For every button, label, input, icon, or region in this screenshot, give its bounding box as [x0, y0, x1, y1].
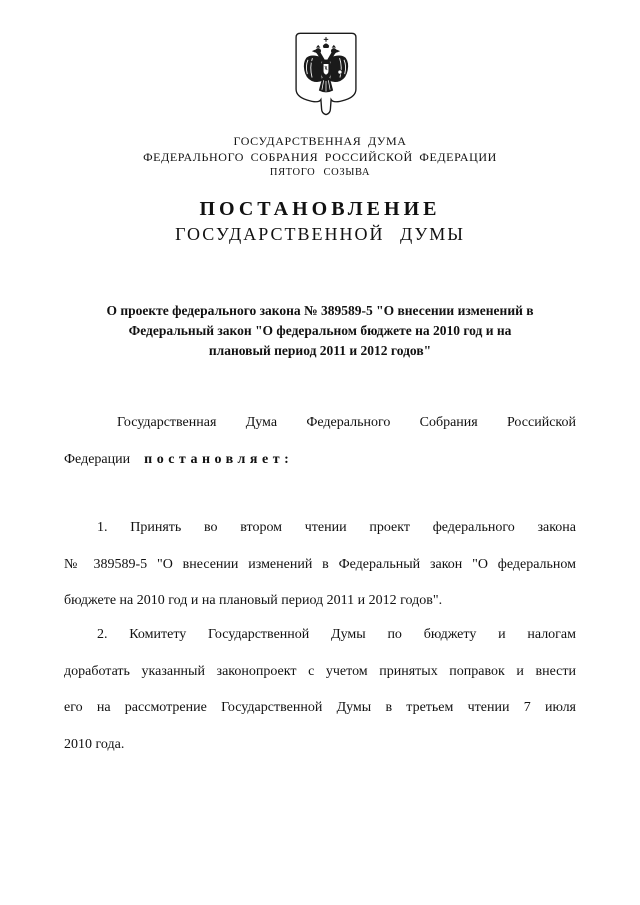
item-2-line-3: его на рассмотрение Государственной Думы в третьем чтении 7 июля: [64, 700, 576, 715]
preamble-line-2: [64, 442, 576, 479]
preamble-line-1: Государственная Дума Федерального Собрания Российской: [117, 415, 576, 430]
letterhead-line-convocation: ПЯТОГО СОЗЫВА: [269, 167, 371, 178]
preamble-paragraph: [64, 405, 576, 478]
item-1-line-3: бюджете на 2010 год и на плановый период 2011 и 2012 годов".: [64, 593, 443, 608]
resolves-word: постановляет:: [144, 451, 294, 467]
subject-line-1: О проекте федерального закона № 389589-5 "О внесении изменений в: [106, 303, 534, 318]
item-1-line-1: 1. Принять во втором чтении проект федерального закона: [97, 520, 576, 535]
letterhead-line-gosduma: ГОСУДАРСТВЕННАЯ ДУМА: [233, 134, 407, 148]
coat-of-arms-icon: [292, 30, 360, 121]
preamble-line-2-text: Федерации: [64, 451, 131, 467]
item-2-paragraph: [64, 617, 576, 763]
letterhead: [64, 134, 576, 181]
item-2-line-4: 2010 года.: [64, 736, 125, 752]
doc-type-subtitle: ГОСУДАРСТВЕННОЙ ДУМЫ: [175, 224, 465, 244]
subject-line-3: плановый период 2011 и 2012 годов": [208, 343, 432, 358]
doc-type-title: ПОСТАНОВЛЕНИЕ: [199, 198, 441, 220]
subject-heading: [64, 301, 576, 361]
item-2-line-2: доработать указанный законопроект с учетом принятых поправок и внести: [64, 663, 576, 679]
subject-line-2: Федеральный закон "О федеральном бюджете на 2010 год и на: [128, 323, 512, 338]
item-1-line-2: № 389589-5 "О внесении изменений в Федеральный закон "О федеральном: [64, 556, 576, 572]
letterhead-line-federal-assembly: ФЕДЕРАЛЬНОГО СОБРАНИЯ РОССИЙСКОЙ ФЕДЕРАЦИИ: [143, 149, 497, 164]
item-2-line-1: 2. Комитету Государственной Думы по бюджету и налогам: [97, 627, 576, 642]
item-1-paragraph: [64, 510, 576, 620]
